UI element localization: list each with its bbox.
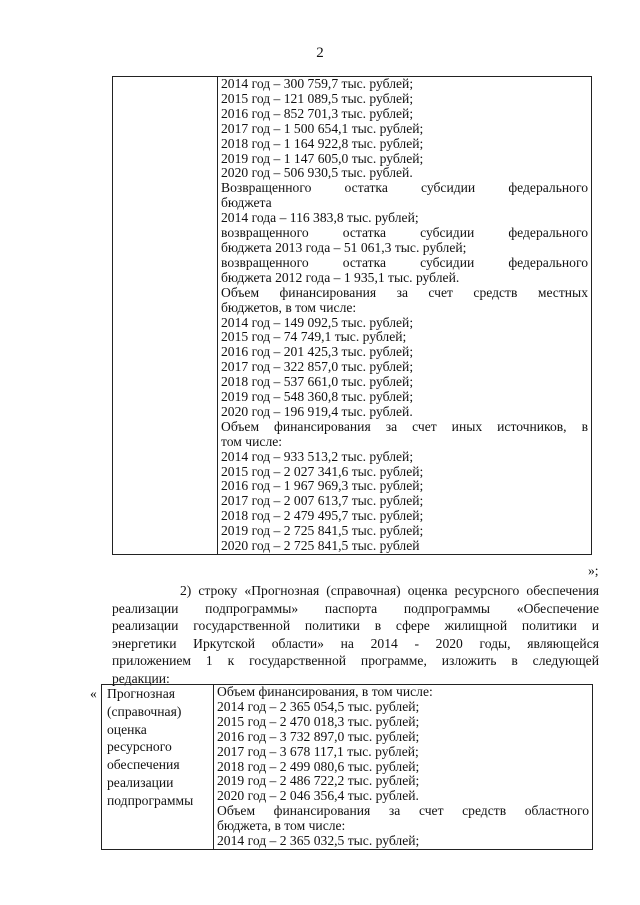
- financing-values-cell: [218, 77, 592, 555]
- financing-line: 2020 год – 2 046 356,4 тыс. рублей.: [217, 788, 419, 804]
- financing-line: 2018 год – 2 479 495,7 тыс. рублей;: [221, 508, 424, 524]
- resource-estimate-values-cell: [214, 685, 593, 850]
- financing-line: 2017 год – 2 007 613,7 тыс. рублей;: [221, 493, 424, 509]
- financing-line: 2019 год – 1 147 605,0 тыс. рублей;: [221, 150, 424, 166]
- financing-lines: [221, 77, 588, 554]
- financing-line: 2014 год – 2 365 032,5 тыс. рублей;: [217, 833, 420, 849]
- financing-line: бюджета 2012 года – 1 935,1 тыс. рублей.: [221, 269, 460, 285]
- financing-line: бюджета: [221, 195, 272, 211]
- financing-line: возвращенного остатка субсидии федерального: [221, 225, 588, 241]
- financing-line: Объем финансирования, в том числе:: [217, 684, 433, 699]
- financing-line: Объем финансирования за счет средств областного: [217, 803, 589, 819]
- financing-line: 2017 год – 322 857,0 тыс. рублей;: [221, 359, 414, 375]
- paragraph-line: энергетики Иркутской области» на 2014 - 2020 годы, являющейся: [112, 635, 599, 651]
- financing-line: 2019 год – 2 486 722,2 тыс. рублей;: [217, 773, 420, 789]
- paragraph-line: реализации государственной политики в сфере жилищной политики и: [112, 618, 599, 634]
- financing-line: Объем финансирования за счет иных источников, в: [221, 418, 588, 434]
- resource-estimate-lines: [217, 685, 589, 849]
- financing-line: 2015 год – 2 027 341,6 тыс. рублей;: [221, 463, 424, 479]
- financing-line: том числе:: [221, 433, 283, 449]
- page-number: 2: [316, 45, 324, 61]
- financing-line: 2019 год – 2 725 841,5 тыс. рублей;: [221, 523, 424, 539]
- opening-quote: «: [90, 686, 97, 701]
- financing-line: 2014 год – 2 365 054,5 тыс. рублей;: [217, 698, 420, 714]
- paragraph-line: 2) строку «Прогнозная (справочная) оценка ресурсного обеспечения: [180, 583, 599, 598]
- financing-line: 2015 год – 74 749,1 тыс. рублей;: [221, 329, 407, 345]
- resource-estimate-table: [101, 684, 593, 850]
- financing-line: 2015 год – 2 470 018,3 тыс. рублей;: [217, 713, 420, 729]
- financing-line: 2014 год – 300 759,7 тыс. рублей;: [221, 76, 414, 91]
- financing-line: возвращенного остатка субсидии федерального: [221, 254, 588, 270]
- financing-line: 2016 год – 201 425,3 тыс. рублей;: [221, 344, 414, 360]
- financing-line: 2017 год – 1 500 654,1 тыс. рублей;: [221, 120, 424, 136]
- paragraph-line: реализации подпрограммы» паспорта подпрограммы «Обеспечение: [112, 600, 599, 616]
- paragraph-line: редакции:: [112, 670, 170, 686]
- label-line: подпрограммы: [107, 792, 194, 808]
- financing-line: 2020 год – 2 725 841,5 тыс. рублей: [221, 538, 420, 554]
- amendment-paragraph: [112, 582, 599, 688]
- financing-line: 2020 год – 196 919,4 тыс. рублей.: [221, 403, 413, 419]
- financing-line: 2018 год – 1 164 922,8 тыс. рублей;: [221, 135, 424, 151]
- label-line: оценка: [107, 721, 147, 737]
- label-line: Прогнозная: [107, 686, 175, 701]
- resource-estimate-label: [107, 685, 211, 810]
- financing-line: Объем финансирования за счет средств местных: [221, 284, 588, 300]
- financing-line: 2020 год – 506 930,5 тыс. рублей.: [221, 165, 413, 181]
- label-line: ресурсного: [107, 739, 172, 755]
- financing-line: бюджета, в том числе:: [217, 818, 346, 834]
- resource-estimate-label-cell: [102, 685, 214, 850]
- label-line: реализации: [107, 774, 174, 790]
- empty-label-cell: [113, 77, 218, 555]
- closing-quote: »;: [588, 563, 599, 578]
- financing-line: 2016 год – 3 732 897,0 тыс. рублей;: [217, 728, 420, 744]
- financing-line: 2014 год – 149 092,5 тыс. рублей;: [221, 314, 414, 330]
- financing-line: 2014 года – 116 383,8 тыс. рублей;: [221, 210, 419, 226]
- financing-line: 2016 год – 1 967 969,3 тыс. рублей;: [221, 478, 424, 494]
- financing-line: 2015 год – 121 089,5 тыс. рублей;: [221, 90, 414, 106]
- financing-line: 2016 год – 852 701,3 тыс. рублей;: [221, 105, 414, 121]
- financing-line: 2019 год – 548 360,8 тыс. рублей;: [221, 389, 414, 405]
- financing-line: бюджета 2013 года – 51 061,3 тыс. рублей;: [221, 239, 467, 255]
- financing-line: 2014 год – 933 513,2 тыс. рублей;: [221, 448, 414, 464]
- financing-line: 2018 год – 537 661,0 тыс. рублей;: [221, 374, 414, 390]
- financing-line: бюджетов, в том числе:: [221, 299, 357, 315]
- financing-line: 2017 год – 3 678 117,1 тыс. рублей;: [217, 743, 419, 759]
- label-line: обеспечения: [107, 757, 180, 773]
- financing-line: Возвращенного остатка субсидии федерального: [221, 180, 588, 196]
- financing-line: 2018 год – 2 499 080,6 тыс. рублей;: [217, 758, 420, 774]
- financing-table-continued: [112, 76, 592, 555]
- paragraph-line: приложением 1 к государственной программе, изложить в следующей: [112, 653, 599, 669]
- label-line: (справочная): [107, 703, 182, 719]
